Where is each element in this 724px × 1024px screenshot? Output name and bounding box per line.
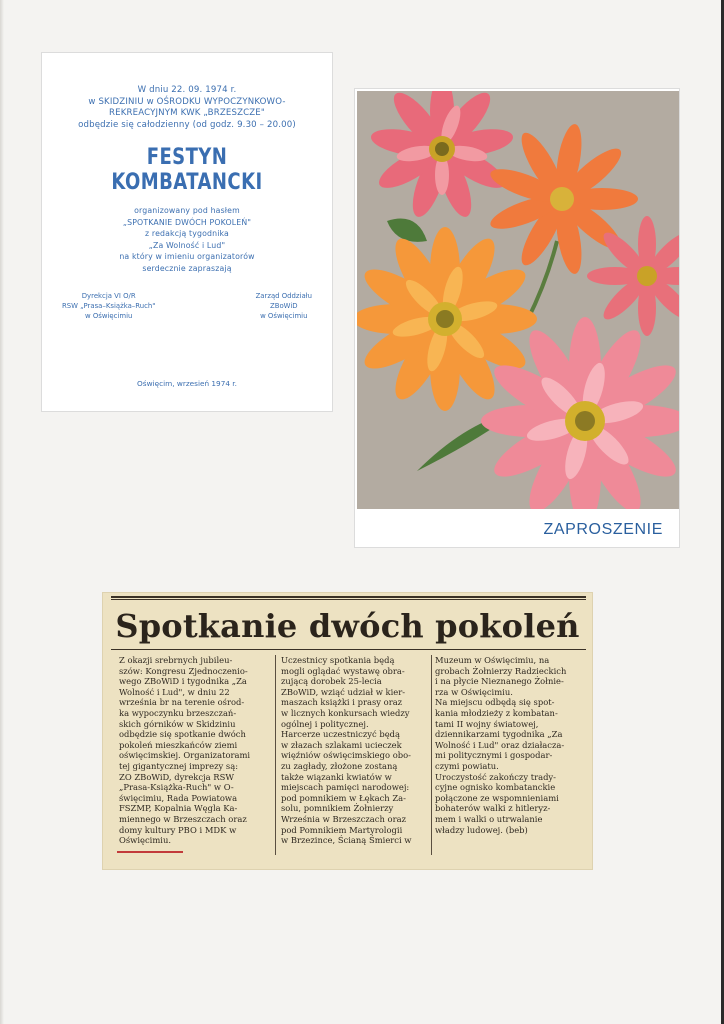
article-column-2: Uczestnicy spotkania będą mogli oglądać wystawę obra- zującą dorobek 25-lecia ZBoWiD, wziąć udział w kier- maszach książki i prasy oraz w licznych konkursach wiedzy ogólnej i politycznej. Harcerze uczestniczyć będą w złazach szlakami ucieczek więźniów oświęcimskiego obo- zu zagłady, złożone zostaną także wiązanki kwiatów w miejscach pamięci narodowej: pod pomnikiem w Łękach Za- solu, pomnikiem Żołnierzy Września w Brzeszczach oraz pod Pomnikiem Martyrologii w Brzezince, Ścianą Śmierci w bbox=[281, 655, 412, 846]
flower-illustration bbox=[357, 91, 679, 509]
flower-top-left bbox=[369, 91, 515, 221]
newspaper-clipping bbox=[103, 593, 592, 869]
organizer-left-line-3: w Oświęcimiu bbox=[85, 312, 133, 321]
invite-title: FESTYN KOMBATANCKI bbox=[111, 145, 263, 195]
red-pen-underline bbox=[117, 851, 183, 853]
organizer-right bbox=[256, 291, 312, 322]
organizer-left bbox=[62, 291, 155, 322]
invite-closing-line: serdecznie zapraszają bbox=[142, 263, 232, 273]
invitation-card bbox=[41, 52, 333, 412]
invite-date-line: W dniu 22. 09. 1974 r. bbox=[137, 85, 237, 95]
invite-motto: „SPOTKANIE DWÓCH POKOLEŃ" bbox=[122, 217, 252, 227]
organizer-left-line-1: Dyrekcja VI O/R bbox=[81, 292, 136, 300]
card-label: ZAPROSZENIE bbox=[543, 521, 663, 538]
article-column-3: Muzeum w Oświęcimiu, na grobach Żołnierzy Radzieckich i na płycie Nieznanego Żołnie- rza w Oświęcimiu. Na miejscu odbędą się spot- kania młodzieży z kombatan- tami II wojny światowej, dziennikarzami tygodnika „Za Wolność i Lud" oraz działacza- mi politycznymi i gospodar- czymi powiatu. Uroczystość zakończy trady- cyjne ognisko kombatanckie połączone ze wspomnieniami bohaterów walki z hitleryz- mem i walki o utrwalanie władzy ludowej. (beb) bbox=[435, 655, 567, 835]
invite-time-line: odbędzie się całodzienny (od godz. 9.30 – 20.00) bbox=[78, 119, 296, 130]
article-column-1: Z okazji srebrnych jubileu- szów: Kongresu Zjednoczenio- wego ZBoWiD i tygodnika „Za Wolność i Lud", w dniu 22 września br na terenie ośrod- ka wypoczynku brzeszczań- skich górników w Skidziniu odbędzie się spotkanie dwóch pokoleń mieszkańców ziemi oświęcimskiej. Organizatorami tej gigantycznej imprezy są: ZO ZBoWiD, dyrekcja RSW „Prasa-Książka-Ruch" w O- święcimiu, Rada Powiatowa FSZMP, Kopalnia Węgla Ka- miennego w Brzeszczach oraz domy kultury PBO i MDK w Oświęcimiu. bbox=[119, 655, 251, 846]
invite-place-line-1: w SKIDZINIU w OŚRODKU WYPOCZYNKOWO- bbox=[88, 96, 286, 107]
invitation-cover-card bbox=[354, 88, 680, 548]
article-headline: Spotkanie dwóch pokoleń bbox=[115, 607, 580, 645]
top-rule bbox=[111, 596, 586, 598]
invite-place-line-2: REKREACYJNYM KWK „BRZESZCZE" bbox=[109, 108, 265, 118]
invite-organizers-line: na który w imieniu organizatorów bbox=[119, 252, 255, 261]
organizer-right-line-2: ZBoWiD bbox=[270, 302, 298, 311]
organizer-left-line-2: RSW „Prasa–Książka–Ruch" bbox=[62, 302, 156, 311]
invite-weekly-name: „Za Wolność i Lud" bbox=[148, 240, 226, 250]
invite-with-line: z redakcją tygodnika bbox=[145, 229, 229, 238]
page-edge-left bbox=[0, 0, 4, 1024]
invite-place-date: Oświęcim, wrzesień 1974 r. bbox=[137, 379, 237, 388]
article-columns bbox=[117, 655, 585, 863]
invite-organizers bbox=[42, 291, 332, 322]
organizer-right-line-1: Zarząd Oddziału bbox=[255, 292, 312, 300]
headline-rule bbox=[111, 649, 586, 650]
flower-artwork bbox=[357, 91, 679, 509]
top-rule-thin bbox=[111, 599, 586, 600]
organizer-right-line-3: w Oświęcimiu bbox=[260, 312, 308, 321]
leaf-small bbox=[387, 219, 427, 242]
invite-motto-intro: organizowany pod hasłem bbox=[134, 206, 240, 215]
